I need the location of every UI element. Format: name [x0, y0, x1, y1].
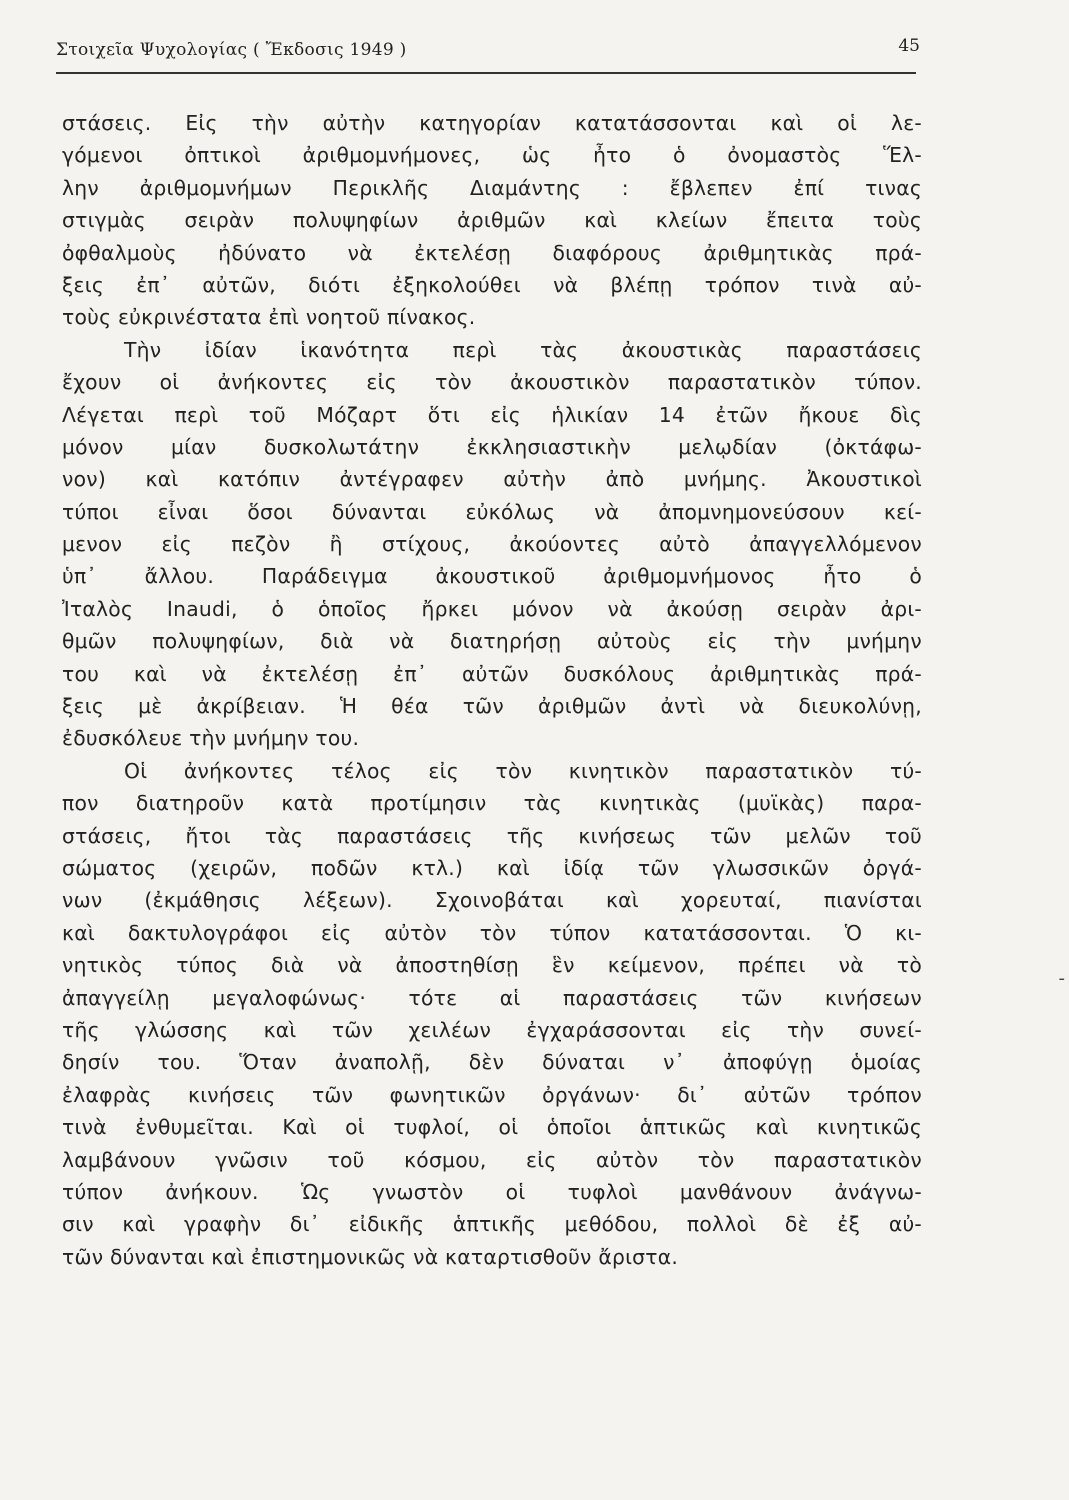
- text-line: στιγμὰς σειρὰν πολυψηφίων ἀριθμῶν καὶ κλείων ἔπειτα τοὺς: [62, 208, 922, 233]
- text-line: πον διατηροῦν κατὰ προτίμησιν τὰς κινητικὰς (μυϊκὰς) παρα-: [62, 791, 922, 816]
- text-line: ἐδυσκόλευε τὴν μνήμην του.: [62, 726, 360, 751]
- text-line: ὀφθαλμοὺς ἠδύνατο νὰ ἐκτελέσῃ διαφόρους ἀριθμητικὰς πρά-: [62, 240, 922, 265]
- text-line: σιν καὶ γραφὴν δι᾽ εἰδικῆς ἁπτικῆς μεθόδου, πολλοὶ δὲ ἐξ αὐ-: [62, 1212, 922, 1237]
- text-line: τύπον ἀνήκουν. Ὡς γνωστὸν οἱ τυφλοὶ μανθάνουν ἀνάγνω-: [62, 1179, 922, 1204]
- text-line: Οἱ ἀνήκοντες τέλος εἰς τὸν κινητικὸν παραστατικὸν τύ-: [124, 758, 922, 783]
- text-line: δησίν του. Ὅταν ἀναπολῇ, δὲν δύναται ν᾽ ἀποφύγῃ ὁμοίας: [62, 1050, 922, 1075]
- text-line: τοὺς εὐκρινέστατα ἐπὶ νοητοῦ πίνακος.: [62, 305, 476, 330]
- running-header: [56, 36, 920, 74]
- page-number: 45: [898, 36, 920, 56]
- text-line: θμῶν πολυψηφίων, διὰ νὰ διατηρήσῃ αὐτοὺς εἰς τὴν μνήμην: [62, 629, 922, 654]
- text-line: ξεις ἐπ᾽ αὐτῶν, διότι ἐξηκολούθει νὰ βλέπῃ τρόπον τινὰ αὐ-: [62, 272, 922, 297]
- text-line: ὑπ᾽ ἄλλου. Παράδειγμα ἀκουστικοῦ ἀριθμομνήμονος ἦτο ὁ: [62, 564, 922, 589]
- text-line: γόμενοι ὀπτικοὶ ἀριθμομνήμονες, ὡς ἦτο ὁ ὀνομαστὸς Ἕλ-: [62, 143, 922, 168]
- text-line: Λέγεται περὶ τοῦ Μόζαρτ ὅτι εἰς ἡλικίαν 14 ἐτῶν ἤκουε δὶς: [62, 402, 922, 427]
- text-line: λην ἀριθμομνήμων Περικλῆς Διαμάντης : ἔβλεπεν ἐπί τινας: [62, 175, 922, 200]
- text-line: στάσεις, ἤτοι τὰς παραστάσεις τῆς κινήσεως τῶν μελῶν τοῦ: [62, 823, 922, 848]
- text-line: ξεις μὲ ἀκρίβειαν. Ἡ θέα τῶν ἀριθμῶν ἀντὶ νὰ διευκολύνῃ,: [62, 694, 922, 719]
- text-line: νητικὸς τύπος διὰ νὰ ἀποστηθίσῃ ἓν κείμενον, πρέπει νὰ τὸ: [62, 953, 922, 978]
- margin-mark: -: [1058, 968, 1065, 989]
- text-line: λαμβάνουν γνῶσιν τοῦ κόσμου, εἰς αὐτὸν τὸν παραστατικὸν: [62, 1147, 922, 1172]
- text-line: ἀπαγγείλῃ μεγαλοφώνως· τότε αἱ παραστάσεις τῶν κινήσεων: [62, 985, 922, 1010]
- text-line: Ἰταλὸς Inaudi, ὁ ὁποῖος ἤρκει μόνον νὰ ἀκούσῃ σειρὰν ἀρι-: [62, 596, 922, 621]
- text-line: τινὰ ἐνθυμεῖται. Καὶ οἱ τυφλοί, οἱ ὁποῖοι ἁπτικῶς καὶ κινητικῶς: [62, 1115, 922, 1140]
- text-line: μόνον μίαν δυσκολωτάτην ἐκκλησιαστικὴν μελῳδίαν (ὀκτάφω-: [62, 434, 922, 459]
- text-line: ἐλαφρὰς κινήσεις τῶν φωνητικῶν ὀργάνων· δι᾽ αὐτῶν τρόπον: [62, 1082, 922, 1107]
- text-line: καὶ δακτυλογράφοι εἰς αὐτὸν τὸν τύπον κατατάσσονται. Ὁ κι-: [62, 920, 922, 945]
- header-title: Στοιχεῖα Ψυχολογίας ( Ἔκδοσις 1949 ): [56, 40, 407, 60]
- text-line: νον) καὶ κατόπιν ἀντέγραφεν αὐτὴν ἀπὸ μνήμης. Ἀκουστικοὶ: [62, 467, 922, 492]
- text-line: στάσεις. Εἰς τὴν αὐτὴν κατηγορίαν κατατάσσονται καὶ οἱ λε-: [62, 111, 922, 135]
- text-line: του καὶ νὰ ἐκτελέσῃ ἐπ᾽ αὐτῶν δυσκόλους ἀριθμητικὰς πρά-: [62, 661, 922, 686]
- text-line: Τὴν ἰδίαν ἱκανότητα περὶ τὰς ἀκουστικὰς παραστάσεις: [124, 337, 922, 362]
- text-line: ἔχουν οἱ ἀνήκοντες εἰς τὸν ἀκουστικὸν παραστατικὸν τύπον.: [62, 370, 922, 395]
- text-line: σώματος (χειρῶν, ποδῶν κτλ.) καὶ ἰδίᾳ τῶν γλωσσικῶν ὀργά-: [62, 855, 922, 880]
- text-line: μενον εἰς πεζὸν ἢ στίχους, ἀκούοντες αὐτὸ ἀπαγγελλόμενον: [62, 532, 922, 557]
- text-line: τῆς γλώσσης καὶ τῶν χειλέων ἐγχαράσσονται εἰς τὴν συνεί-: [62, 1017, 922, 1042]
- text-line: τύποι εἶναι ὅσοι δύνανται εὐκόλως νὰ ἀπομνημονεύσουν κεί-: [62, 499, 922, 524]
- body-text: [62, 107, 922, 1273]
- text-line: νων (ἐκμάθησις λέξεων). Σχοινοβάται καὶ χορευταί, πιανίσται: [62, 888, 922, 913]
- text-line: τῶν δύνανται καὶ ἐπιστημονικῶς νὰ καταρτισθοῦν ἄριστα.: [62, 1244, 679, 1269]
